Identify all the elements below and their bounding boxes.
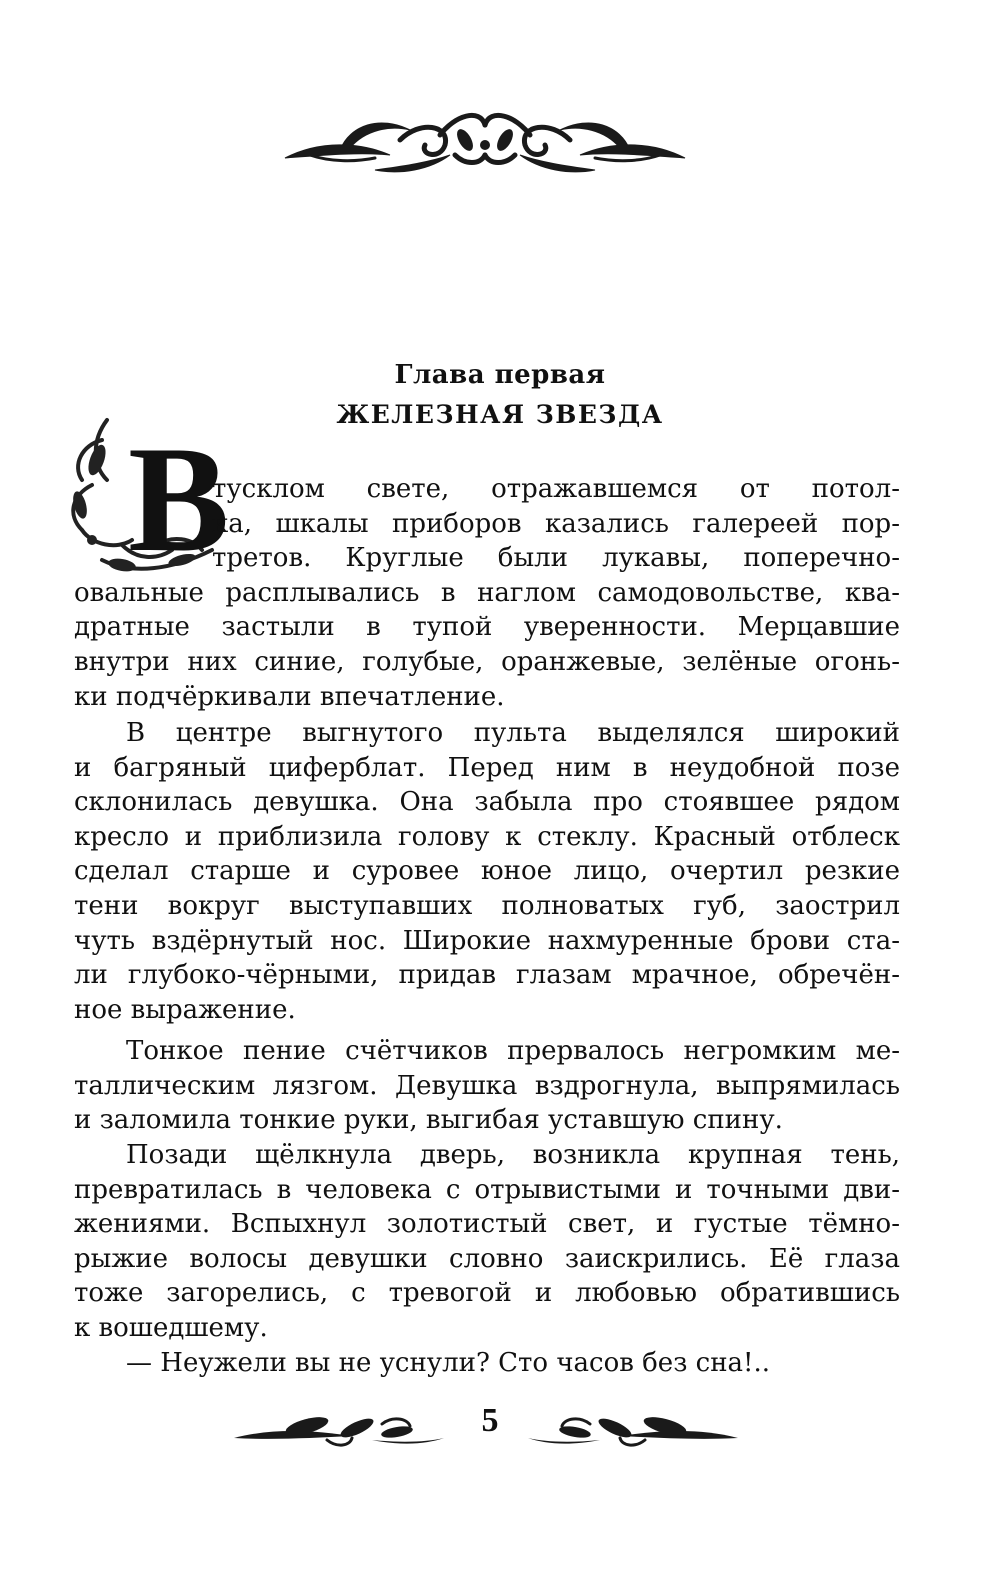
floral-scroll-ornament-icon [280, 100, 690, 190]
text-line: таллическим лязгом. Девушка вздрогнула, выпрямилась [74, 1070, 900, 1101]
text-line: В центре выгнутого пульта выделялся широкий [126, 718, 900, 748]
paragraph-5 [74, 1346, 900, 1381]
text-line: к вошедшему. [74, 1312, 268, 1343]
text-line: чуть вздёрнутый нос. Широкие нахмуренные брови ста- [74, 925, 900, 956]
text-line: Позади щёлкнула дверь, возникла крупная тень, [126, 1140, 900, 1170]
text-line: сделал старше и суровее юное лицо, очертил резкие [74, 856, 900, 887]
text-line: Тонкое пение счётчиков прервалось негромким ме- [126, 1036, 900, 1066]
leaf-flourish-right-icon [525, 1410, 740, 1450]
text-line: — Неужели вы не уснули? Сто часов без сна!.. [126, 1348, 771, 1378]
text-line: ное выражение. [74, 994, 296, 1025]
paragraph-2 [74, 716, 900, 1027]
paragraph-4 [74, 1138, 900, 1346]
text-line: и заломила тонкие руки, выгибая уставшую спину. [74, 1105, 783, 1136]
chapter-title: ЖЕЛЕЗНАЯ ЗВЕЗДА [336, 400, 664, 429]
paragraph-3 [74, 1034, 900, 1138]
leaf-flourish-left-icon [232, 1410, 447, 1450]
text-line: жениями. Вспыхнул золотистый свет, и густые тёмно- [74, 1209, 900, 1240]
text-line: тоже загорелись, с тревогой и любовью обратившись [74, 1278, 900, 1309]
chapter-label: Глава первая [394, 360, 606, 390]
drop-cap-letter: В [128, 415, 230, 583]
text-line: ки подчёркивали впечатление. [74, 681, 505, 712]
text-line: кресло и приблизила голову к стеклу. Красный отблеск [74, 821, 900, 852]
text-line: ли глубоко-чёрными, придав глазам мрачное, обречён- [74, 960, 900, 991]
text-line: и багряный циферблат. Перед ним в неудобной позе [74, 752, 900, 783]
page-number: 5 [481, 1402, 499, 1439]
paragraph-1 [74, 472, 900, 714]
text-line: склонилась девушка. Она забыла про стоявшее рядом [74, 787, 900, 818]
text-line: дратные застыли в тупой уверенности. Мерцавшие [74, 612, 900, 643]
text-line: тени вокруг выступавших полноватых губ, заострил [74, 890, 900, 921]
text-line: тусклом свете, отражавшемся от потол- [212, 474, 900, 504]
text-line: рыжие волосы девушки словно заискрились. Её глаза [74, 1243, 900, 1274]
text-line: превратилась в человека с отрывистыми и точными дви- [74, 1174, 900, 1205]
text-line: овальные расплывались в наглом самодовольстве, ква- [74, 577, 900, 608]
text-line: внутри них синие, голубые, оранжевые, зелёные огонь- [74, 646, 900, 677]
text-line: ка, шкалы приборов казались галереей пор- [212, 508, 900, 539]
text-line: третов. Круглые были лукавы, поперечно- [212, 543, 900, 574]
